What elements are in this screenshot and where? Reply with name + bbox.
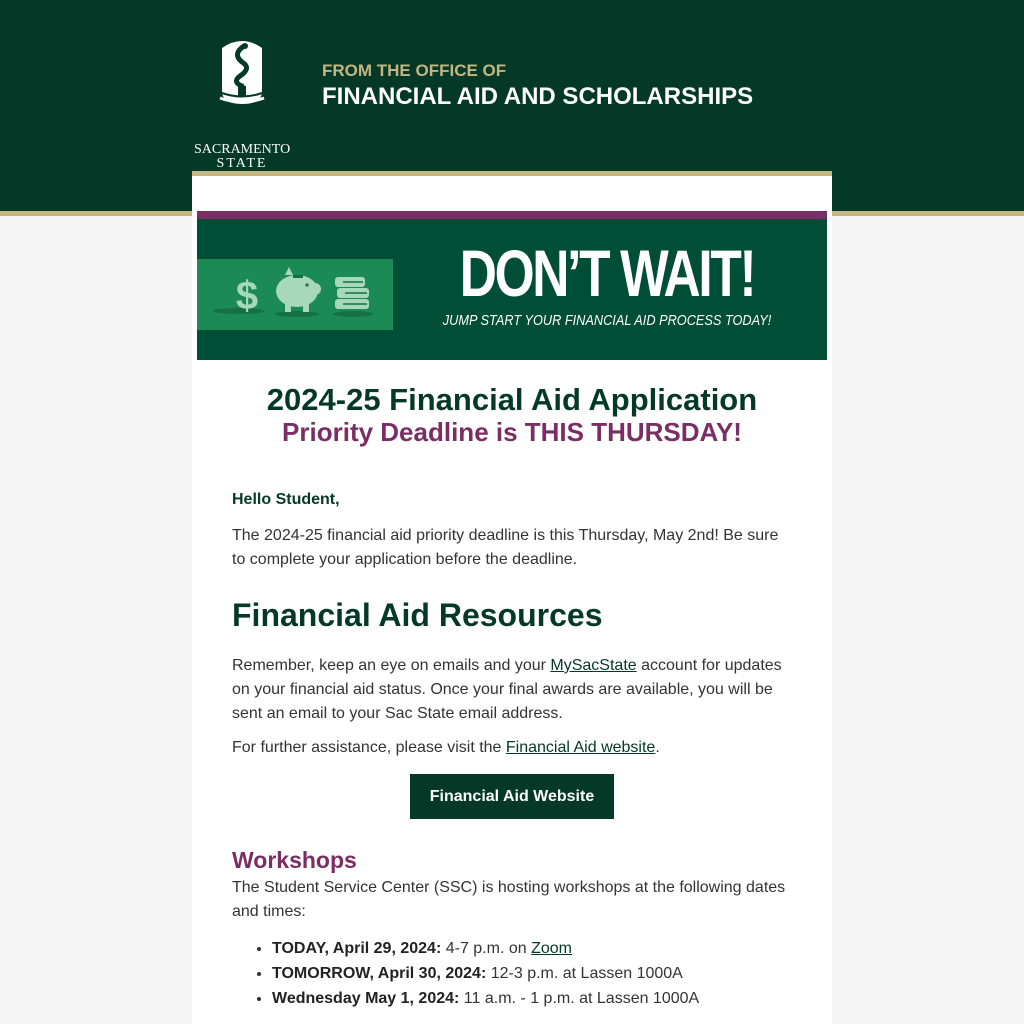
workshops-list [272, 936, 792, 1011]
mysacstate-link[interactable]: MySacState [550, 657, 637, 674]
email-card [192, 171, 832, 1024]
resources-text-after: account for updates on your financial aid status. Once your final awards are available, you will be sent an email to your Sac State email address. [232, 657, 782, 722]
banner-headline: DON’T WAIT! [459, 236, 755, 310]
assistance-text-before: For further assistance, please visit the [232, 739, 506, 756]
email-header [192, 0, 832, 170]
intro-paragraph: The 2024-25 financial aid priority deadline is this Thursday, May 2nd! Be sure to complete your application before the deadline. [232, 527, 779, 568]
zoom-link[interactable]: Zoom [531, 940, 572, 957]
logo-word-sacramento: SACRAMENTO [194, 142, 291, 157]
workshop-date: TODAY, April 29, 2024: [272, 940, 442, 957]
application-title: 2024-25 Financial Aid Application [266, 382, 758, 417]
department-title: FINANCIAL AID AND SCHOLARSHIPS [322, 83, 754, 110]
logo-word-state: STATE [216, 156, 268, 171]
workshop-date: Wednesday May 1, 2024: [272, 990, 460, 1007]
priority-deadline-title: Priority Deadline is THIS THURSDAY! [282, 417, 742, 447]
list-item [272, 936, 792, 961]
dollar-icon [213, 274, 265, 318]
sac-state-logo [192, 36, 292, 171]
workshops-intro: The Student Service Center (SSC) is hosting workshops at the following dates and times: [232, 879, 786, 920]
workshop-detail: 4-7 p.m. on [441, 940, 532, 957]
financial-aid-website-button[interactable]: Financial Aid Website [410, 774, 614, 819]
resources-heading: Financial Aid Resources [232, 597, 603, 633]
banner-subline: JUMP START YOUR FINANCIAL AID PROCESS TODAY! [442, 312, 772, 329]
workshop-date: TOMORROW, April 30, 2024: [272, 965, 487, 982]
card-gold-rule [192, 171, 832, 176]
greeting: Hello Student, [232, 491, 340, 508]
resources-paragraph [232, 654, 788, 726]
list-item [272, 986, 792, 1011]
workshops-heading: Workshops [232, 847, 357, 873]
list-item [272, 961, 792, 986]
banner-purple-stripe [197, 211, 827, 219]
financial-aid-website-link[interactable]: Financial Aid website [505, 739, 656, 756]
workshop-detail: 11 a.m. - 1 p.m. at Lassen 1000A [459, 990, 700, 1007]
assistance-paragraph [232, 736, 788, 760]
resources-text-before: Remember, keep an eye on emails and your [232, 657, 551, 674]
dont-wait-banner [197, 211, 827, 360]
piggy-bank-icon [275, 267, 321, 317]
from-office-label: FROM THE OFFICE OF [322, 61, 507, 80]
books-icon [333, 277, 373, 317]
hornet-torch-icon [192, 36, 292, 136]
banner-icon-box [197, 259, 393, 330]
workshop-detail: 12-3 p.m. at Lassen 1000A [486, 965, 683, 982]
assistance-text-after: . [655, 739, 660, 756]
svg-text:$: $ [235, 274, 259, 318]
